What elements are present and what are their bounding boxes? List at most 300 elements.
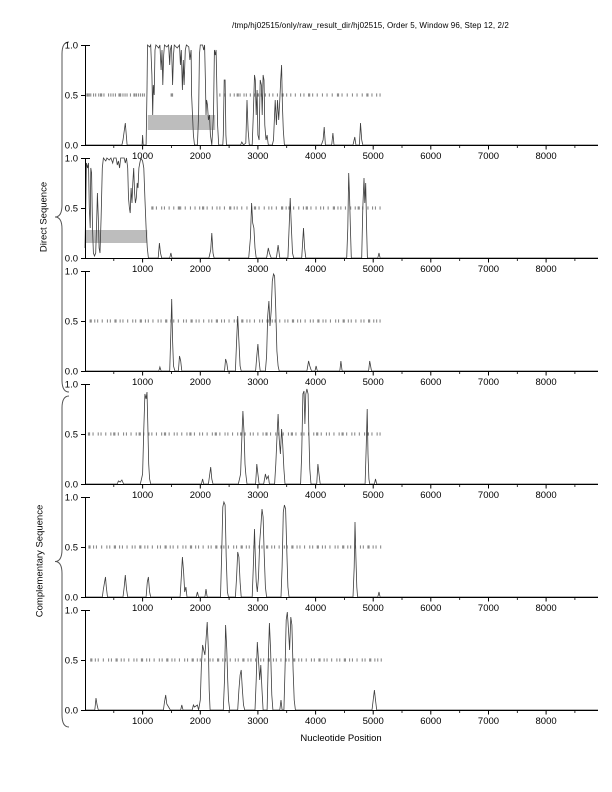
half-level-mark bbox=[122, 545, 123, 548]
x-tick-label: 1000 bbox=[132, 151, 154, 162]
half-level-mark bbox=[380, 432, 381, 435]
x-tick-label: 6000 bbox=[420, 151, 442, 162]
half-level-mark bbox=[146, 658, 147, 661]
half-level-mark bbox=[360, 545, 361, 548]
half-level-mark bbox=[322, 545, 323, 548]
half-level-mark bbox=[338, 319, 339, 322]
half-level-mark bbox=[316, 206, 317, 209]
half-level-mark bbox=[245, 432, 246, 435]
predicted-gene-box bbox=[86, 230, 148, 243]
half-level-mark bbox=[351, 432, 352, 435]
y-tick-label: 0.5 bbox=[64, 542, 78, 554]
half-level-mark bbox=[346, 432, 347, 435]
half-level-mark bbox=[223, 545, 224, 548]
half-level-mark bbox=[98, 93, 99, 96]
axis-frame bbox=[86, 272, 599, 372]
half-level-mark bbox=[309, 545, 310, 548]
half-level-mark bbox=[114, 545, 116, 548]
half-level-mark bbox=[286, 206, 287, 209]
half-level-mark bbox=[95, 658, 96, 661]
half-level-mark bbox=[290, 93, 291, 96]
half-level-mark bbox=[225, 432, 226, 435]
half-level-mark bbox=[372, 206, 373, 209]
x-tick-label: 2000 bbox=[189, 490, 211, 501]
half-level-mark bbox=[312, 545, 313, 548]
group-label-complementary-sequence: Complementary Sequence bbox=[34, 504, 46, 618]
half-level-mark bbox=[113, 432, 115, 435]
half-level-mark bbox=[368, 319, 370, 322]
half-level-mark bbox=[238, 658, 239, 661]
half-level-mark bbox=[276, 206, 277, 209]
x-tick-label: 7000 bbox=[477, 377, 500, 388]
x-tick-label: 7000 bbox=[477, 603, 500, 614]
half-level-mark bbox=[202, 432, 203, 435]
y-tick-label: 1.0 bbox=[64, 379, 78, 391]
half-level-mark bbox=[197, 658, 198, 661]
half-level-mark bbox=[351, 319, 352, 322]
half-level-mark bbox=[156, 206, 157, 209]
half-level-mark bbox=[335, 319, 336, 322]
half-level-mark bbox=[298, 206, 299, 209]
half-level-mark bbox=[88, 432, 90, 435]
x-tick-label: 5000 bbox=[362, 151, 384, 162]
half-level-mark bbox=[227, 432, 228, 435]
half-level-mark bbox=[107, 319, 108, 322]
half-level-mark bbox=[241, 206, 242, 209]
half-level-mark bbox=[144, 93, 145, 96]
half-level-mark bbox=[166, 658, 168, 661]
half-level-mark bbox=[323, 206, 324, 209]
half-level-mark bbox=[359, 432, 360, 435]
half-level-mark bbox=[106, 545, 107, 548]
x-tick-label: 3000 bbox=[247, 490, 269, 501]
half-level-mark bbox=[174, 432, 175, 435]
half-level-mark bbox=[316, 432, 318, 435]
half-level-mark bbox=[186, 432, 187, 435]
half-level-mark bbox=[120, 319, 121, 322]
half-level-mark bbox=[135, 545, 136, 548]
x-axis-title: Nucleotide Position bbox=[300, 733, 382, 744]
half-level-mark bbox=[373, 319, 374, 322]
half-level-mark bbox=[288, 432, 289, 435]
half-level-mark bbox=[361, 319, 362, 322]
half-level-mark bbox=[375, 206, 376, 209]
x-tick-label: 4000 bbox=[305, 716, 327, 727]
probability-curve bbox=[85, 274, 598, 371]
half-level-mark bbox=[128, 658, 129, 661]
half-level-mark bbox=[159, 658, 160, 661]
half-level-mark bbox=[306, 658, 307, 661]
half-level-mark bbox=[212, 658, 213, 661]
half-level-mark bbox=[187, 658, 188, 661]
half-level-mark bbox=[127, 319, 128, 322]
half-level-mark bbox=[113, 93, 114, 96]
half-level-mark bbox=[100, 93, 102, 96]
x-tick-label: 3000 bbox=[247, 716, 269, 727]
half-level-mark bbox=[253, 432, 254, 435]
half-level-mark bbox=[313, 432, 314, 435]
half-level-mark bbox=[90, 93, 91, 96]
half-level-mark bbox=[182, 545, 183, 548]
half-level-mark bbox=[339, 658, 340, 661]
half-level-mark bbox=[145, 319, 146, 322]
half-level-mark bbox=[272, 93, 273, 96]
half-level-mark bbox=[186, 319, 187, 322]
half-level-mark bbox=[376, 319, 377, 322]
half-level-mark bbox=[343, 319, 345, 322]
half-level-mark bbox=[141, 658, 143, 661]
half-level-mark bbox=[215, 432, 217, 435]
half-level-mark bbox=[301, 658, 302, 661]
half-level-mark bbox=[162, 658, 163, 661]
half-level-mark bbox=[287, 319, 288, 322]
x-tick-label: 7000 bbox=[477, 490, 500, 501]
half-level-mark bbox=[344, 658, 346, 661]
x-tick-label: 1000 bbox=[132, 377, 154, 388]
half-level-mark bbox=[148, 319, 149, 322]
predicted-gene-box bbox=[148, 115, 215, 130]
half-level-mark bbox=[261, 545, 262, 548]
half-level-mark bbox=[116, 658, 118, 661]
half-level-mark bbox=[124, 658, 125, 661]
half-level-mark bbox=[325, 545, 326, 548]
half-level-mark bbox=[181, 432, 182, 435]
x-tick-label: 2000 bbox=[189, 377, 211, 388]
half-level-mark bbox=[172, 93, 173, 96]
half-level-mark bbox=[314, 658, 315, 661]
half-level-mark bbox=[228, 545, 229, 548]
half-level-mark bbox=[333, 432, 334, 435]
panel-complementary-frame-1 bbox=[64, 379, 598, 502]
half-level-mark bbox=[241, 545, 243, 548]
half-level-mark bbox=[139, 432, 141, 435]
y-tick-label: 0.0 bbox=[64, 366, 78, 378]
half-level-mark bbox=[271, 206, 272, 209]
half-level-mark bbox=[212, 432, 213, 435]
half-level-mark bbox=[211, 319, 212, 322]
half-level-mark bbox=[371, 93, 372, 96]
y-tick-label: 0.5 bbox=[64, 316, 78, 328]
half-level-mark bbox=[190, 545, 192, 548]
half-level-mark bbox=[237, 206, 238, 209]
half-level-mark bbox=[110, 432, 111, 435]
x-tick-label: 3000 bbox=[247, 603, 269, 614]
half-level-mark bbox=[259, 319, 260, 322]
x-tick-label: 8000 bbox=[535, 151, 557, 162]
x-tick-label: 3000 bbox=[247, 151, 269, 162]
x-tick-label: 1000 bbox=[132, 264, 154, 275]
half-level-mark bbox=[207, 432, 208, 435]
half-level-mark bbox=[121, 658, 122, 661]
y-tick-label: 0.0 bbox=[64, 592, 78, 604]
half-level-mark bbox=[158, 319, 159, 322]
x-tick-label: 5000 bbox=[362, 377, 384, 388]
half-level-mark bbox=[216, 206, 217, 209]
half-level-mark bbox=[250, 432, 251, 435]
half-level-mark bbox=[118, 432, 119, 435]
half-level-mark bbox=[249, 545, 250, 548]
half-level-mark bbox=[246, 206, 247, 209]
half-level-mark bbox=[234, 319, 235, 322]
half-level-mark bbox=[357, 93, 358, 96]
half-level-mark bbox=[301, 432, 302, 435]
half-level-mark bbox=[170, 545, 171, 548]
x-tick-label: 8000 bbox=[535, 603, 557, 614]
half-level-mark bbox=[160, 545, 161, 548]
half-level-mark bbox=[271, 545, 272, 548]
x-tick-label: 5000 bbox=[362, 603, 384, 614]
half-level-mark bbox=[110, 319, 111, 322]
half-level-mark bbox=[327, 93, 328, 96]
half-level-mark bbox=[376, 545, 377, 548]
half-level-mark bbox=[367, 545, 369, 548]
half-level-mark bbox=[216, 319, 218, 322]
axis-frame bbox=[86, 159, 599, 259]
y-tick-label: 0.5 bbox=[64, 655, 78, 667]
half-level-mark bbox=[292, 319, 294, 322]
half-level-mark bbox=[98, 432, 99, 435]
x-tick-label: 1000 bbox=[132, 490, 154, 501]
x-tick-label: 5000 bbox=[362, 264, 384, 275]
y-tick-label: 0.0 bbox=[64, 479, 78, 491]
half-level-mark bbox=[349, 658, 350, 661]
x-tick-label: 5000 bbox=[362, 716, 384, 727]
half-level-mark bbox=[132, 319, 133, 322]
half-level-mark bbox=[127, 545, 128, 548]
half-level-mark bbox=[250, 93, 251, 96]
half-level-mark bbox=[358, 206, 360, 209]
half-level-mark bbox=[165, 545, 167, 548]
half-level-mark bbox=[157, 545, 158, 548]
complementary-sequence-brace bbox=[55, 396, 69, 727]
x-tick-label: 4000 bbox=[305, 377, 327, 388]
half-level-mark bbox=[369, 658, 371, 661]
half-level-mark bbox=[221, 319, 222, 322]
half-level-mark bbox=[192, 658, 194, 661]
half-level-mark bbox=[131, 432, 132, 435]
half-level-mark bbox=[342, 432, 344, 435]
half-level-mark bbox=[246, 319, 247, 322]
half-level-mark bbox=[300, 93, 301, 96]
x-tick-label: 6000 bbox=[420, 264, 442, 275]
half-level-mark bbox=[274, 545, 275, 548]
half-level-mark bbox=[339, 432, 340, 435]
half-level-mark bbox=[232, 432, 233, 435]
x-tick-label: 8000 bbox=[535, 490, 557, 501]
axis-frame bbox=[86, 498, 599, 598]
x-tick-label: 2000 bbox=[189, 716, 211, 727]
half-level-mark bbox=[195, 206, 196, 209]
half-level-mark bbox=[380, 206, 381, 209]
half-level-mark bbox=[246, 93, 247, 96]
half-level-mark bbox=[173, 545, 174, 548]
half-level-mark bbox=[284, 545, 285, 548]
plot-title: /tmp/hj02515/only/raw_result_dir/hj02515, Order 5, Window 96, Step 12, 2/2 bbox=[232, 21, 509, 30]
half-level-mark bbox=[335, 545, 336, 548]
half-level-mark bbox=[277, 93, 278, 96]
x-tick-label: 8000 bbox=[535, 264, 557, 275]
half-level-mark bbox=[323, 319, 324, 322]
half-level-mark bbox=[262, 319, 263, 322]
half-level-mark bbox=[142, 93, 143, 96]
half-level-mark bbox=[136, 93, 137, 96]
half-level-mark bbox=[362, 658, 363, 661]
half-level-mark bbox=[119, 545, 120, 548]
half-level-mark bbox=[103, 658, 104, 661]
half-level-mark bbox=[352, 658, 353, 661]
y-tick-label: 0.5 bbox=[64, 90, 78, 102]
half-level-mark bbox=[195, 545, 196, 548]
half-level-mark bbox=[86, 93, 88, 96]
half-level-mark bbox=[138, 93, 139, 96]
half-level-mark bbox=[295, 93, 296, 96]
panel-direct-frame-2 bbox=[64, 153, 598, 276]
half-level-mark bbox=[229, 319, 230, 322]
half-level-mark bbox=[293, 658, 295, 661]
x-tick-label: 6000 bbox=[420, 377, 442, 388]
y-tick-label: 1.0 bbox=[64, 605, 78, 617]
half-level-mark bbox=[212, 206, 213, 209]
half-level-mark bbox=[312, 93, 313, 96]
half-level-mark bbox=[254, 206, 256, 209]
half-level-mark bbox=[169, 206, 170, 209]
half-level-mark bbox=[268, 206, 269, 209]
half-level-mark bbox=[101, 545, 102, 548]
half-level-mark bbox=[366, 93, 368, 96]
half-level-mark bbox=[320, 206, 321, 209]
half-level-mark bbox=[204, 658, 205, 661]
half-level-mark bbox=[198, 545, 199, 548]
half-level-mark bbox=[328, 206, 329, 209]
half-level-mark bbox=[102, 319, 103, 322]
half-level-mark bbox=[263, 432, 264, 435]
half-level-mark bbox=[196, 319, 197, 322]
half-level-mark bbox=[233, 545, 234, 548]
half-level-mark bbox=[381, 658, 382, 661]
half-level-mark bbox=[169, 432, 170, 435]
half-level-mark bbox=[120, 93, 121, 96]
x-tick-label: 2000 bbox=[189, 151, 211, 162]
half-level-mark bbox=[90, 319, 92, 322]
half-level-mark bbox=[144, 545, 145, 548]
half-level-mark bbox=[279, 319, 280, 322]
half-level-mark bbox=[322, 93, 323, 96]
half-level-mark bbox=[230, 93, 231, 96]
half-level-mark bbox=[364, 432, 365, 435]
x-tick-label: 3000 bbox=[247, 264, 269, 275]
half-level-mark bbox=[350, 545, 351, 548]
half-level-mark bbox=[211, 545, 212, 548]
half-level-mark bbox=[199, 319, 200, 322]
half-level-mark bbox=[297, 319, 298, 322]
half-level-mark bbox=[126, 432, 127, 435]
half-level-mark bbox=[136, 432, 137, 435]
half-level-mark bbox=[133, 658, 134, 661]
half-level-mark bbox=[90, 658, 92, 661]
half-level-mark bbox=[108, 658, 109, 661]
x-tick-label: 4000 bbox=[305, 490, 327, 501]
half-level-mark bbox=[332, 93, 333, 96]
panel-complementary-frame-2 bbox=[64, 492, 598, 615]
half-level-mark bbox=[367, 206, 368, 209]
half-level-mark bbox=[96, 545, 97, 548]
half-level-mark bbox=[286, 93, 287, 96]
x-tick-label: 7000 bbox=[477, 264, 500, 275]
y-tick-label: 0.0 bbox=[64, 705, 78, 717]
half-level-mark bbox=[317, 545, 319, 548]
half-level-mark bbox=[161, 432, 162, 435]
half-level-mark bbox=[156, 432, 157, 435]
half-level-mark bbox=[224, 319, 225, 322]
half-level-mark bbox=[284, 319, 285, 322]
half-level-mark bbox=[109, 545, 110, 548]
half-level-mark bbox=[288, 658, 289, 661]
half-level-mark bbox=[164, 432, 166, 435]
half-level-mark bbox=[248, 658, 249, 661]
half-level-mark bbox=[94, 319, 95, 322]
half-level-mark bbox=[362, 93, 363, 96]
y-tick-label: 1.0 bbox=[64, 266, 78, 278]
y-tick-label: 0.5 bbox=[64, 203, 78, 215]
half-level-mark bbox=[139, 545, 141, 548]
half-level-mark bbox=[333, 206, 335, 209]
x-tick-label: 6000 bbox=[420, 603, 442, 614]
half-level-mark bbox=[237, 93, 239, 96]
panel-direct-frame-3 bbox=[64, 266, 598, 389]
half-level-mark bbox=[330, 319, 331, 322]
half-level-mark bbox=[148, 432, 149, 435]
half-level-mark bbox=[298, 658, 299, 661]
half-level-mark bbox=[191, 319, 193, 322]
half-level-mark bbox=[304, 545, 305, 548]
x-tick-label: 3000 bbox=[247, 377, 269, 388]
half-level-mark bbox=[242, 658, 244, 661]
half-level-mark bbox=[337, 206, 338, 209]
half-level-mark bbox=[127, 93, 128, 96]
half-level-mark bbox=[152, 319, 153, 322]
half-level-mark bbox=[303, 206, 304, 209]
half-level-mark bbox=[299, 545, 300, 548]
y-tick-label: 0.0 bbox=[64, 140, 78, 152]
half-level-mark bbox=[132, 545, 133, 548]
y-tick-label: 1.0 bbox=[64, 153, 78, 165]
half-level-mark bbox=[297, 545, 298, 548]
half-level-mark bbox=[93, 545, 94, 548]
half-level-mark bbox=[185, 206, 186, 209]
half-level-mark bbox=[249, 319, 250, 322]
half-level-mark bbox=[327, 658, 328, 661]
half-level-mark bbox=[203, 319, 204, 322]
half-level-mark bbox=[165, 319, 167, 322]
half-level-mark bbox=[317, 93, 318, 96]
half-level-mark bbox=[303, 432, 304, 435]
half-level-mark bbox=[208, 319, 209, 322]
half-level-mark bbox=[194, 432, 195, 435]
y-tick-label: 0.0 bbox=[64, 253, 78, 265]
half-level-mark bbox=[122, 93, 123, 96]
x-tick-label: 6000 bbox=[420, 716, 442, 727]
half-level-mark bbox=[329, 432, 330, 435]
half-level-mark bbox=[313, 319, 314, 322]
x-tick-label: 2000 bbox=[189, 264, 211, 275]
half-level-mark bbox=[265, 432, 267, 435]
half-level-mark bbox=[342, 93, 343, 96]
half-level-mark bbox=[365, 658, 366, 661]
half-level-mark bbox=[259, 206, 260, 209]
half-level-mark bbox=[376, 93, 377, 96]
half-level-mark bbox=[93, 93, 94, 96]
half-level-mark bbox=[288, 206, 289, 209]
